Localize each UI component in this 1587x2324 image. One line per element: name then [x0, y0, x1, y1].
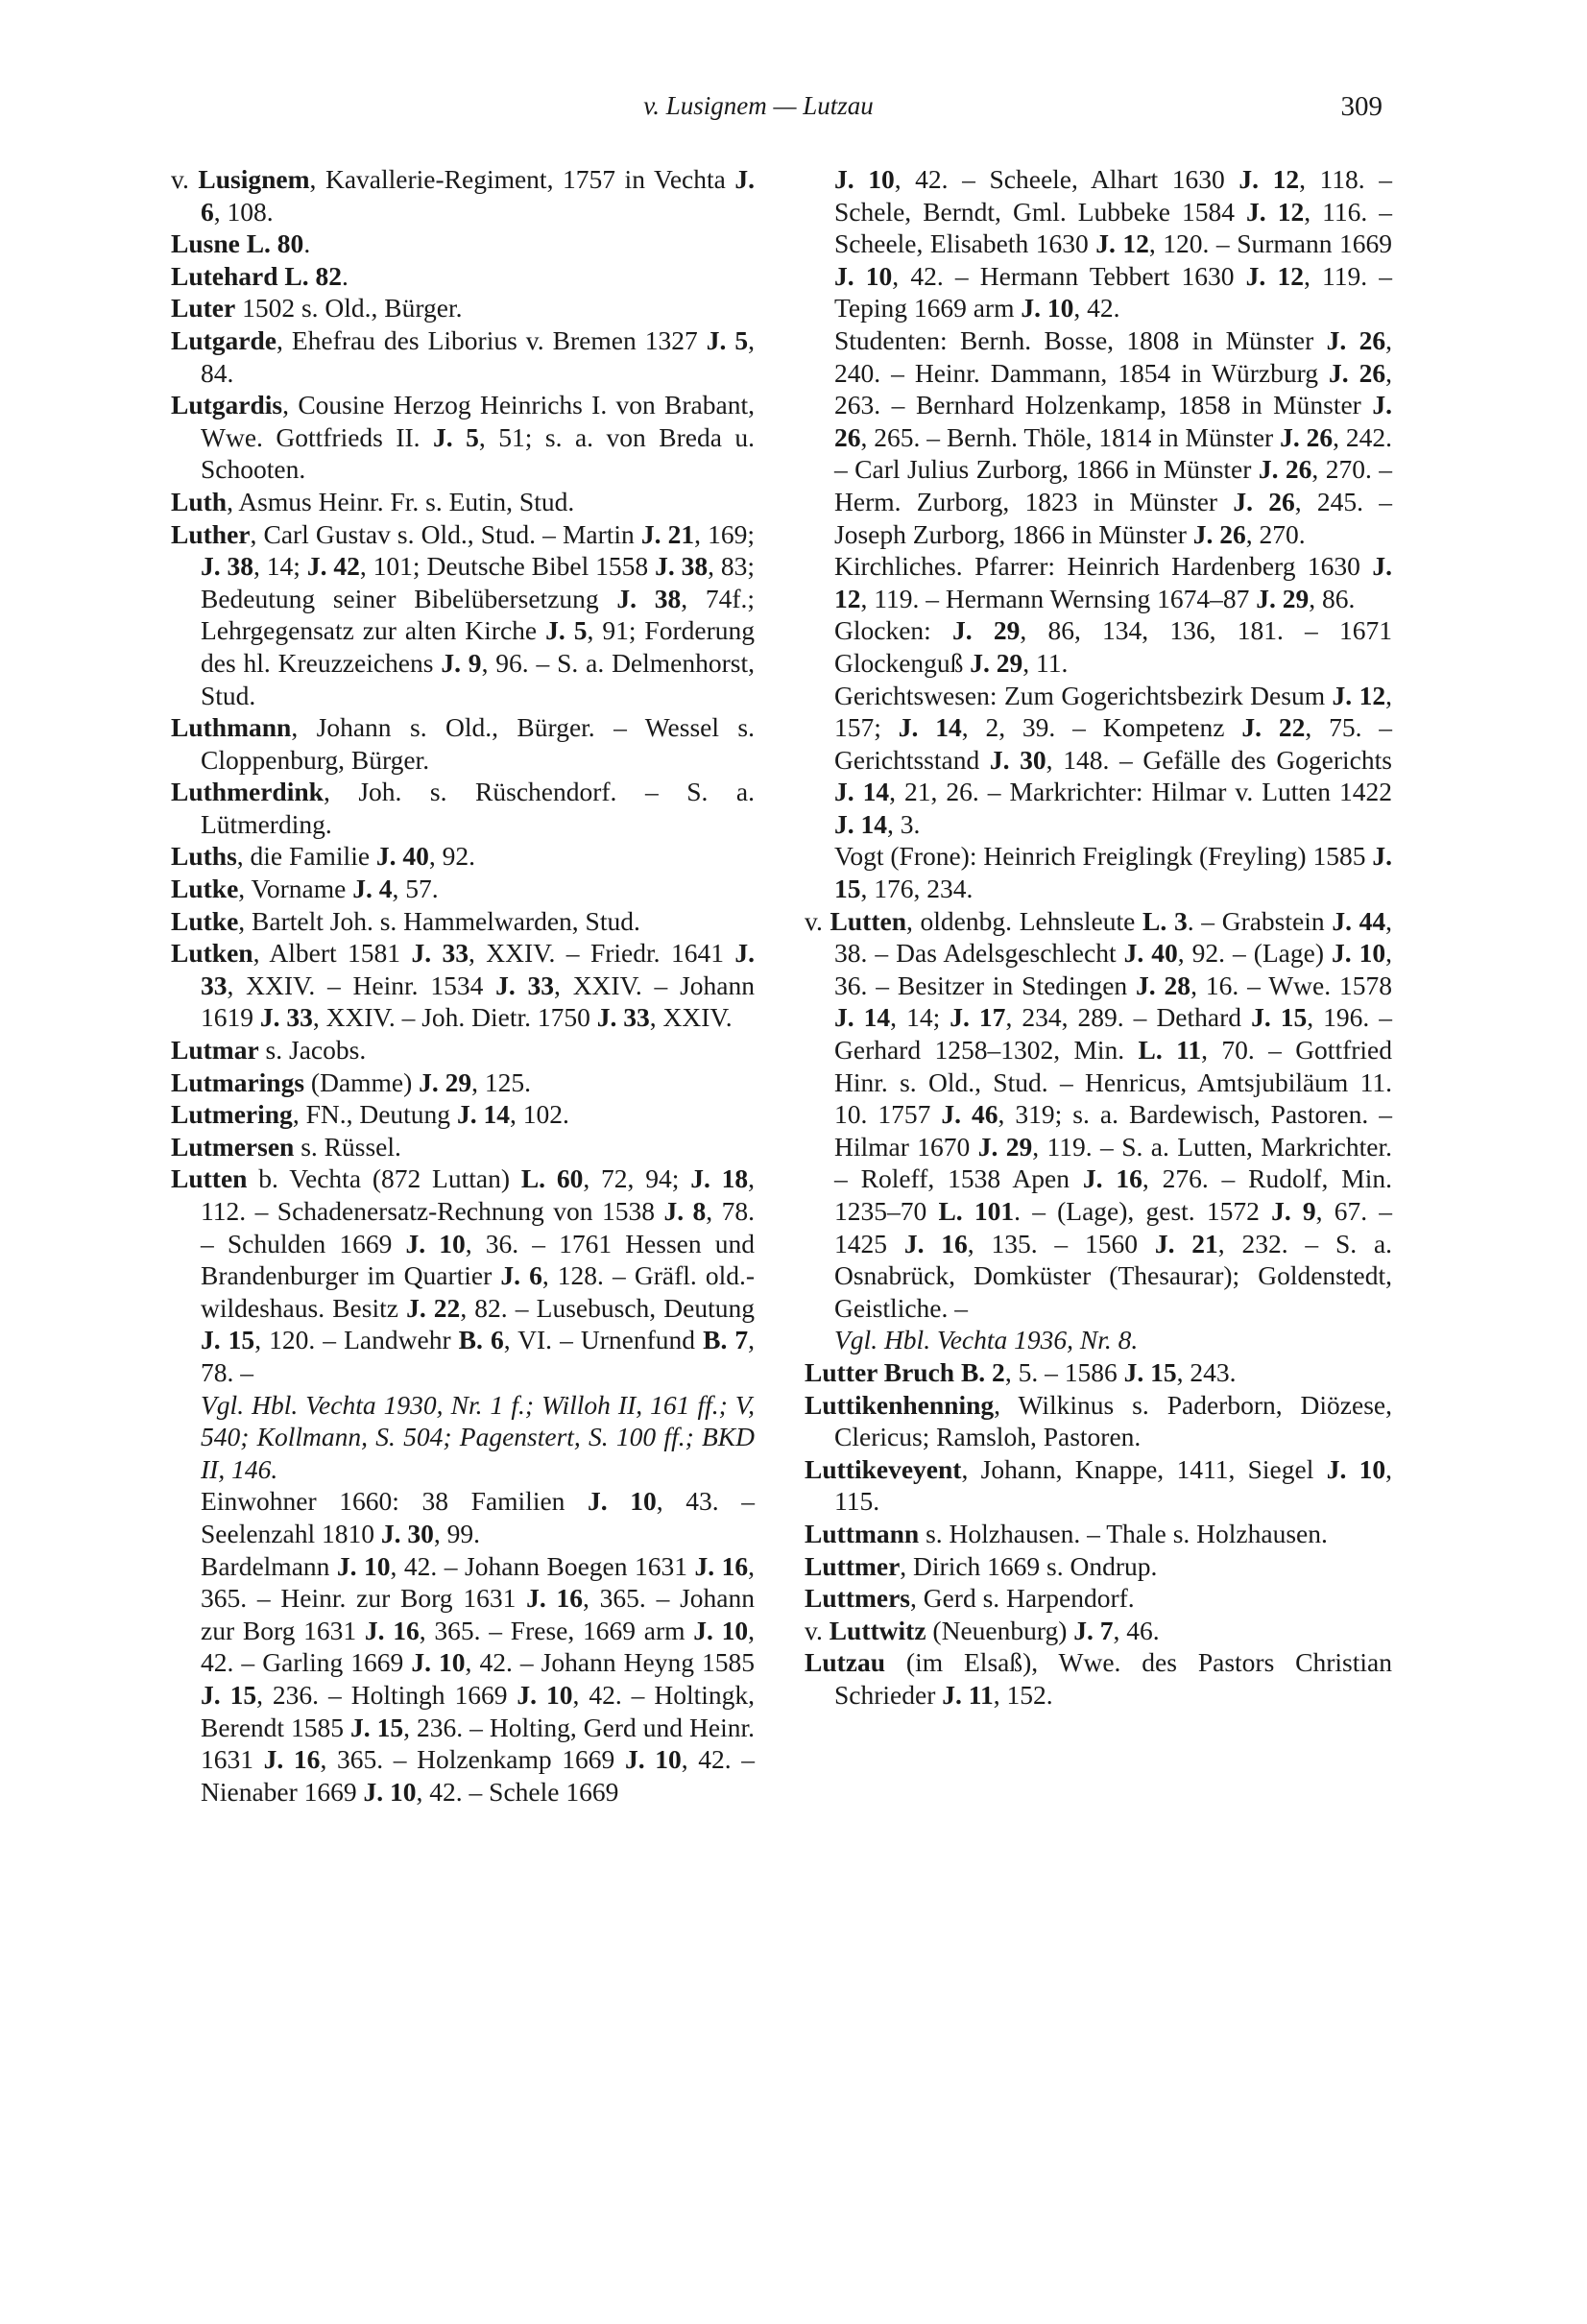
- entry-luttikeveyent: Luttikeveyent, Johann, Knappe, 1411, Siegel J. 10, 115.: [805, 1453, 1392, 1517]
- entry-luttmann: Luttmann s. Holzhausen. – Thale s. Holzhausen.: [805, 1518, 1328, 1548]
- entry-v-luttwitz: v. Luttwitz (Neuenburg) J. 7, 46.: [805, 1615, 1160, 1645]
- right-column: [805, 163, 1392, 1712]
- entry-lutmering: Lutmering, FN., Deutung J. 14, 102.: [171, 1099, 569, 1130]
- lutten-names: Bardelmann J. 10, 42. – Johann Boegen 1631 J. 16, 365. – Heinr. zur Borg 1631 J. 16, 365. – Johann zur Borg 1631 J. 16, 365. – Frese, 1669 arm J. 10, 42. – Garling 1669 J. 10, 42. – Johann Heyng 1585 J. 15, 236. – Holtingh 1669 J. 10, 42. – Holtingk, Berendt 1585 J. 15, 236. – Holting, Gerd und Heinr. 1631 J. 16, 365. – Holzenkamp 1669 J. 10, 42. – Nienaber 1669 J. 10, 42. – Schele 1669: [201, 1550, 756, 1807]
- entry-lutgardis: Lutgardis, Cousine Herzog Heinrichs I. von Brabant, Wwe. Gottfrieds II. J. 5, 51; s. a. von Breda u. Schooten.: [171, 390, 756, 485]
- entry-lutter-bruch: Lutter Bruch B. 2, 5. – 1586 J. 15, 243.: [805, 1356, 1237, 1387]
- entry-luttikenhenning: Luttikenhenning, Wilkinus s. Paderborn, Diözese, Clericus; Ramsloh, Pastoren.: [805, 1389, 1392, 1452]
- lutten-studenten: Studenten: Bernh. Bosse, 1808 in Münster J. 26, 240. – Heinr. Dammann, 1854 in Würzburg J. 26, 263. – Bernhard Holzenkamp, 1858 in Münster J. 26, 265. – Bernh. Thöle, 1814 in Münster J. 26, 242. – Carl Julius Zurborg, 1866 in Münster J. 26, 270. – Herm. Zurborg, 1823 in Münster J. 26, 245. – Joseph Zurborg, 1866 in Münster J. 26, 270.: [834, 324, 1393, 549]
- entry-lutgarde: Lutgarde, Ehefrau des Liborius v. Bremen 1327 J. 5, 84.: [171, 324, 755, 388]
- entry-v-lutten: v. Lutten, oldenbg. Lehnsleute L. 3. – Grabstein J. 44, 38. – Das Adelsgeschlecht J. 40, 92. – (Lage) J. 10, 36. – Besitzer in Stedingen J. 28, 16. – Wwe. 1578 J. 14, 14; J. 17, 234, 289. – Dethard J. 15, 196. – Gerhard 1258–1302, Min. L. 11, 70. – Gottfried Hinr. s. Old., Stud. – Henricus, Amtsjubiläum 11. 10. 1757 J. 46, 319; s. a. Bardewisch, Pastoren. – Hilmar 1670 J. 29, 119. – S. a. Lutten, Markrichter. – Roleff, 1538 Apen J. 16, 276. – Rudolf, Min. 1235–70 L. 101. – (Lage), gest. 1572 J. 9, 67. – 1425 J. 16, 135. – 1560 J. 21, 232. – S. a. Osnabrück, Domküster (Thesaurar); Goldenstedt, Geistliche. –: [805, 905, 1393, 1323]
- lutten-glocken: Glocken: J. 29, 86, 134, 136, 181. – 1671 Glockenguß J. 29, 11.: [834, 615, 1392, 678]
- entry-lutke-vorname: Lutke, Vorname J. 4, 57.: [171, 874, 439, 904]
- entry-luter: Luter 1502 s. Old., Bürger.: [171, 293, 463, 323]
- entry-lutehard: Lutehard L. 82.: [171, 260, 349, 291]
- lutten-vogt: Vogt (Frone): Heinrich Freiglingk (Freyling) 1585 J. 15, 176, 234.: [834, 841, 1392, 904]
- entry-luths: Luths, die Familie J. 40, 92.: [171, 841, 476, 872]
- entry-luth: Luth, Asmus Heinr. Fr. s. Eutin, Stud.: [171, 486, 575, 516]
- lutten-einwohner: Einwohner 1660: 38 Familien J. 10, 43. – Seelenzahl 1810 J. 30, 99.: [201, 1486, 756, 1548]
- entry-lutten: Lutten b. Vechta (872 Luttan) L. 60, 72, 94; J. 18, 112. – Schadenersatz-Rechnung von 1538 J. 8, 78. – Schulden 1669 J. 10, 36. – 1761 Hessen und Brandenburger im Quartier J. 6, 128. – Gräfl. old.-wildeshaus. Besitz J. 22, 82. – Lusebusch, Deutung J. 15, 120. – Landwehr B. 6, VI. – Urnenfund B. 7, 78. –: [171, 1163, 756, 1387]
- entry-lutke-bartelt: Lutke, Bartelt Joh. s. Hammelwarden, Stud.: [171, 905, 640, 936]
- entry-lusne: Lusne L. 80.: [171, 228, 311, 259]
- entry-lutmarings: Lutmarings (Damme) J. 29, 125.: [171, 1066, 532, 1097]
- lutten-names-continued: J. 10, 42. – Scheele, Alhart 1630 J. 12, 118. – Schele, Berndt, Gml. Lubbeke 1584 J. 12, 116. – Scheele, Elisabeth 1630 J. 12, 120. – Surmann 1669 J. 10, 42. – Hermann Tebbert 1630 J. 12, 119. – Teping 1669 arm J. 10, 42.: [834, 164, 1393, 323]
- entry-luttmer: Luttmer, Dirich 1669 s. Ondrup.: [805, 1550, 1158, 1581]
- entry-luther: Luther, Carl Gustav s. Old., Stud. – Martin J. 21, 169; J. 38, 14; J. 42, 101; Deutsche Bibel 1558 J. 38, 83; Bedeutung seiner Bibelübersetzung J. 38, 74f.; Lehrgegensatz zur alten Kirche J. 5, 91; Forderung des hl. Kreuzzeichens J. 9, 96. – S. a. Delmenhorst, Stud.: [171, 518, 756, 710]
- entry-v-lusignem: v. Lusignem, Kavallerie-Regiment, 1757 in Vechta J. 6, 108.: [171, 164, 756, 227]
- v-lutten-literature: Vgl. Hbl. Vechta 1936, Nr. 8.: [834, 1325, 1139, 1355]
- lutten-kirchliches: Kirchliches. Pfarrer: Heinrich Hardenberg 1630 J. 12, 119. – Hermann Wernsing 1674–87 J. 29, 86.: [834, 551, 1392, 613]
- entry-luthmann: Luthmann, Johann s. Old., Bürger. – Wessel s. Cloppenburg, Bürger.: [171, 712, 755, 775]
- lutten-gerichtswesen: Gerichtswesen: Zum Gogerichtsbezirk Desum J. 12, 157; J. 14, 2, 39. – Kompetenz J. 22, 75. – Gerichtsstand J. 30, 148. – Gefälle des Gogerichts J. 14, 21, 26. – Markrichter: Hilmar v. Lutten 1422 J. 14, 3.: [834, 680, 1393, 839]
- page-header: [0, 91, 1587, 130]
- entry-luttmers: Luttmers, Gerd s. Harpendorf.: [805, 1583, 1135, 1614]
- lutten-literature: Vgl. Hbl. Vechta 1930, Nr. 1 f.; Willoh II, 161 ff.; V, 540; Kollmann, S. 504; Pagenstert, S. 100 ff.; BKD II, 146.: [201, 1389, 755, 1484]
- running-title: v. Lusignem — Lutzau: [643, 91, 874, 120]
- entry-lutzau: Lutzau (im Elsaß), Wwe. des Pastors Christian Schrieder J. 11, 152.: [805, 1647, 1392, 1710]
- entry-lutmersen: Lutmersen s. Rüssel.: [171, 1131, 401, 1162]
- entry-lutken: Lutken, Albert 1581 J. 33, XXIV. – Friedr. 1641 J. 33, XXIV. – Heinr. 1534 J. 33, XXIV. – Johann 1619 J. 33, XXIV. – Joh. Dietr. 1750 J. 33, XXIV.: [171, 938, 755, 1033]
- entry-luthmerdink: Luthmerdink, Joh. s. Rüschendorf. – S. a. Lütmerding.: [171, 777, 755, 839]
- left-column: [171, 163, 755, 1808]
- page-number: 309: [1340, 91, 1383, 122]
- entry-lutmar: Lutmar s. Jacobs.: [171, 1035, 367, 1066]
